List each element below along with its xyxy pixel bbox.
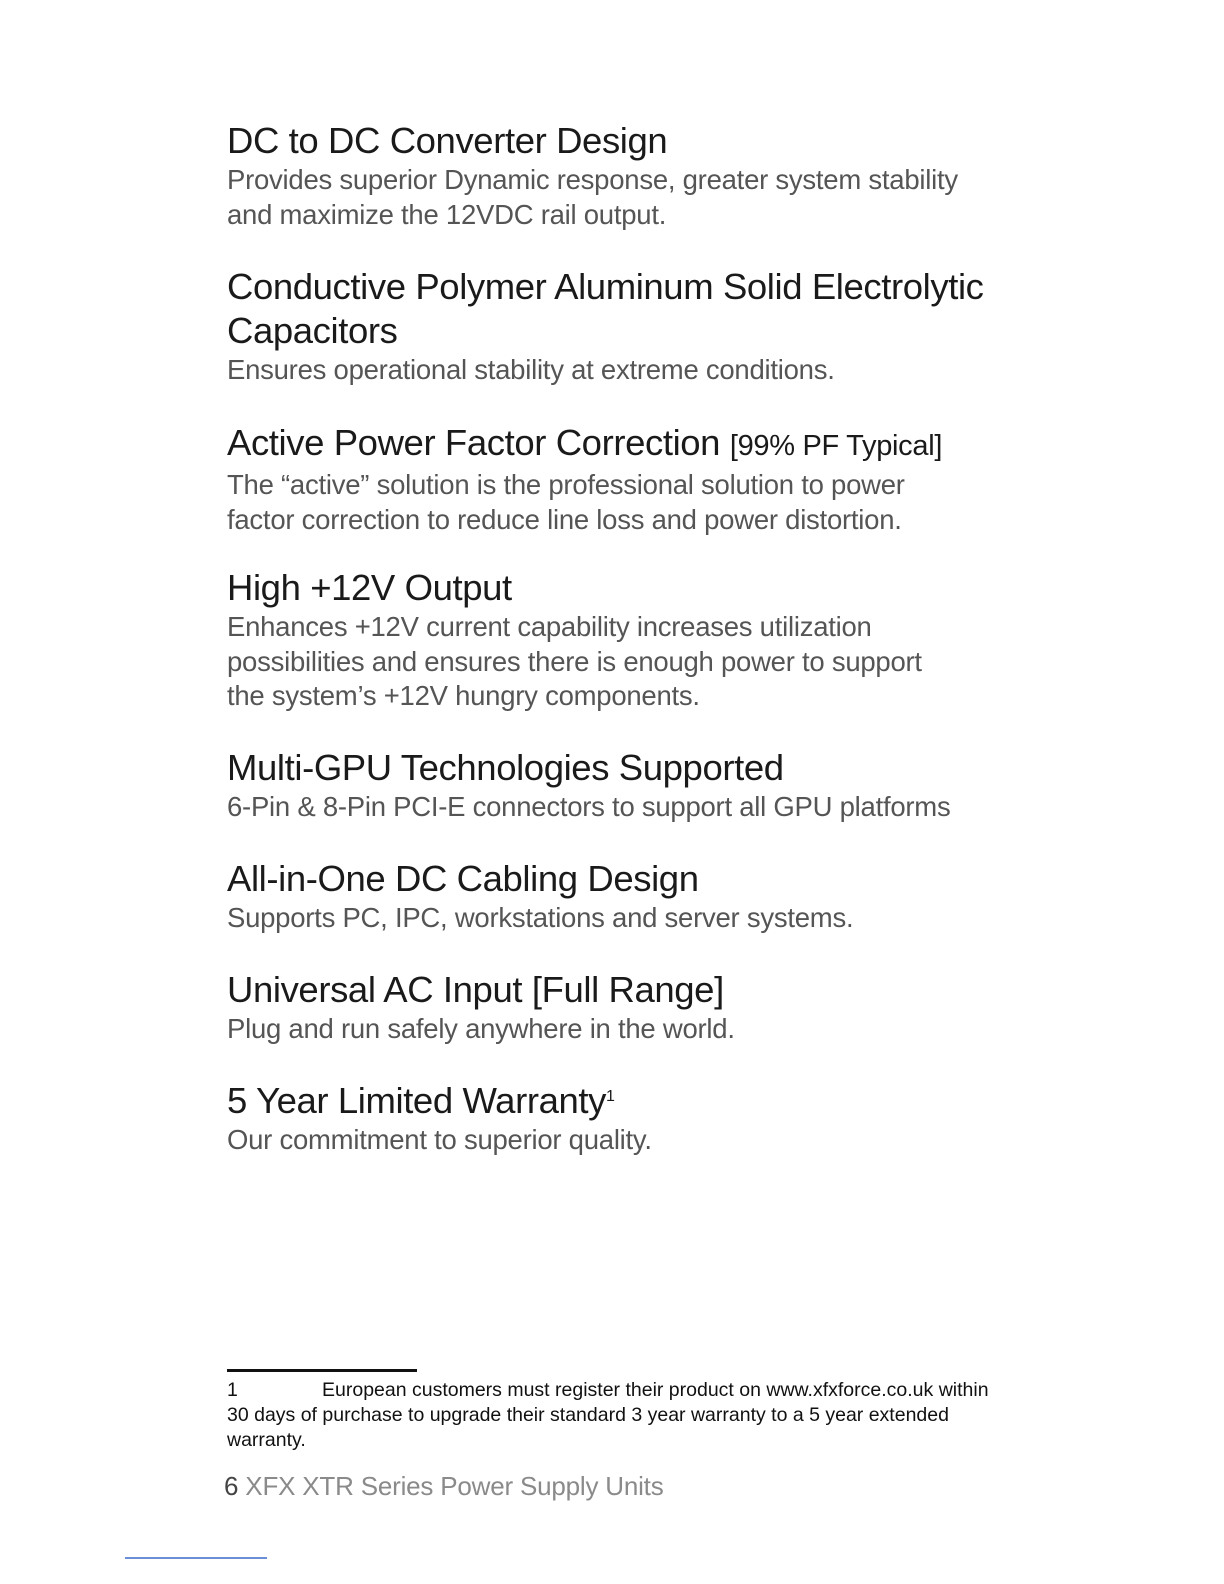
footnote-number: 1 bbox=[227, 1379, 238, 1401]
feature-title: High +12V Output bbox=[227, 567, 512, 608]
footnote-divider bbox=[227, 1369, 417, 1372]
feature-description: Our commitment to superior quality. bbox=[227, 1124, 652, 1155]
footnote-reference: 1 bbox=[605, 1088, 615, 1105]
feature-cabling bbox=[227, 857, 1007, 936]
feature-description: Supports PC, IPC, workstations and server systems. bbox=[227, 902, 854, 933]
page-number: 6 bbox=[224, 1471, 239, 1501]
feature-title: Active Power Factor Correction [99% PF Typical] bbox=[227, 422, 943, 463]
feature-description: 6-Pin & 8-Pin PCI-E connectors to support all GPU platforms bbox=[227, 791, 951, 822]
feature-description: Ensures operational stability at extreme conditions. bbox=[227, 354, 835, 385]
footnote bbox=[227, 1378, 997, 1453]
feature-description: Provides superior Dynamic response, greater system stability and maximize the 12VDC rail output. bbox=[227, 164, 958, 230]
feature-multi-gpu bbox=[227, 746, 1007, 825]
feature-title: Universal AC Input [Full Range] bbox=[227, 969, 724, 1010]
page-footer bbox=[224, 1471, 664, 1502]
feature-title: 5 Year Limited Warranty$^1$ bbox=[227, 1080, 615, 1121]
link-underline bbox=[125, 1557, 267, 1559]
feature-title: DC to DC Converter Design bbox=[227, 120, 668, 161]
feature-dc-to-dc bbox=[227, 119, 1007, 232]
feature-title: All-in-One DC Cabling Design bbox=[227, 858, 699, 899]
feature-description: The “active” solution is the professional solution to power factor correction to reduce line loss and power distortion. bbox=[227, 469, 905, 535]
footnote-text-first-line: European customers must register their product on www.xfxforce.co.uk bbox=[322, 1379, 934, 1401]
feature-title-bracket: [99% PF Typical] bbox=[729, 430, 943, 462]
feature-description: Enhances +12V current capability increases utilization possibilities and ensures there is enough power to support the system’s +12V hungry components. bbox=[227, 611, 922, 711]
feature-active-pfc bbox=[227, 421, 1007, 537]
feature-universal-ac bbox=[227, 968, 1007, 1047]
feature-description: Plug and run safely anywhere in the world. bbox=[227, 1013, 735, 1044]
feature-title: Multi-GPU Technologies Supported bbox=[227, 747, 784, 788]
document-title: XFX XTR Series Power Supply Units bbox=[245, 1471, 664, 1501]
feature-high-12v bbox=[227, 566, 1007, 714]
feature-capacitors bbox=[227, 265, 997, 388]
footnote-text-rest: within 30 days of purchase to upgrade their standard 3 year warranty to a 5 year extended warranty. bbox=[227, 1379, 989, 1451]
feature-title: Conductive Polymer Aluminum Solid Electrolytic Capacitors bbox=[227, 266, 984, 351]
feature-warranty bbox=[227, 1079, 1007, 1158]
